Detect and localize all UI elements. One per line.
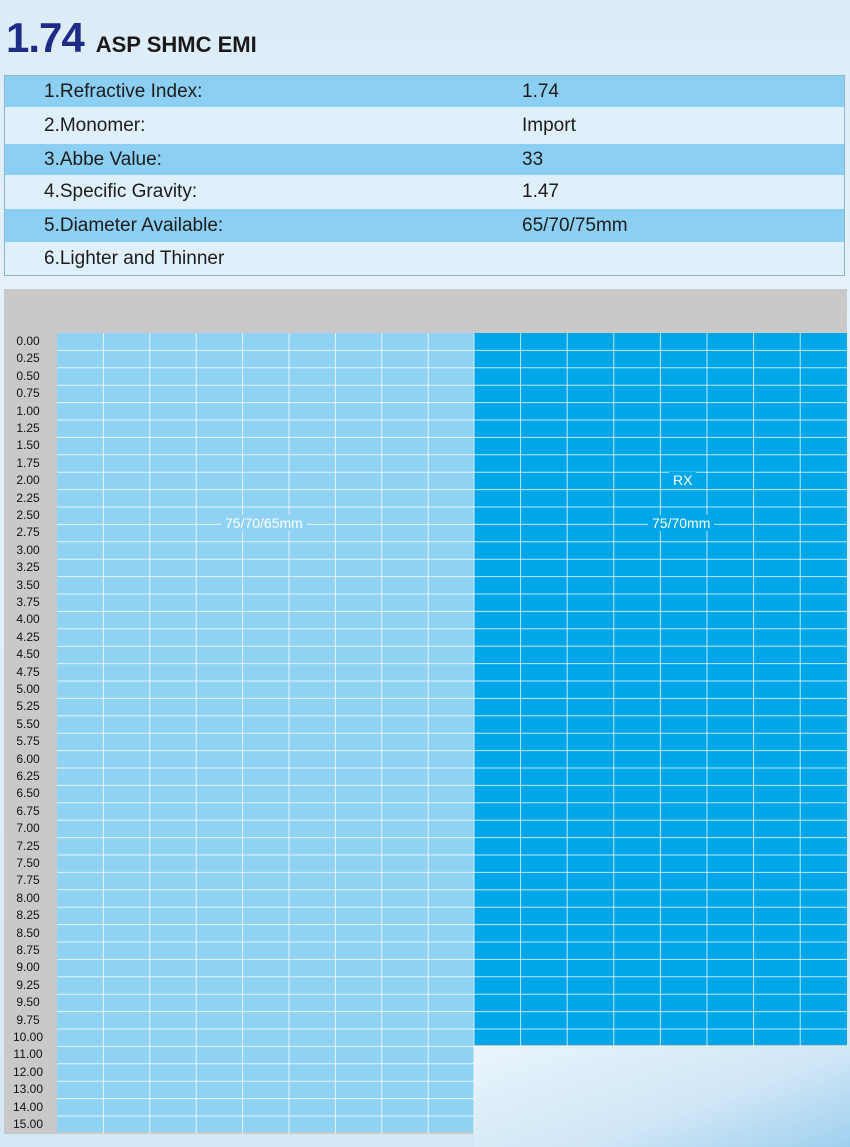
power-tick-label: 14.00	[12, 1099, 44, 1114]
product-name: ASP SHMC EMI	[95, 32, 257, 57]
power-tick-label: 5.50	[16, 716, 40, 731]
power-tick-label: 6.25	[16, 769, 40, 783]
spec-value: 65/70/75mm	[522, 214, 628, 236]
power-tick-label: 2.25	[16, 490, 40, 505]
power-tick-label: 4.25	[16, 629, 40, 644]
power-tick-label: 2.50	[16, 508, 40, 522]
power-tick-label: 3.25	[16, 560, 40, 575]
power-tick-label: 9.00	[16, 960, 40, 975]
power-tick-label: 2.00	[16, 473, 40, 488]
spec-key: 4.Specific Gravity:	[44, 181, 198, 202]
power-tick-label: 12.00	[12, 1064, 44, 1079]
power-tick-label: 4.75	[16, 664, 40, 679]
power-tick-label: 0.25	[16, 351, 40, 366]
power-tick-label: 2.75	[16, 525, 40, 540]
power-tick-label: 10.00	[12, 1030, 44, 1044]
power-tick-label: 7.50	[16, 856, 40, 870]
power-tick-label: 8.50	[16, 925, 40, 940]
power-tick-label: 6.75	[16, 803, 40, 818]
power-tick-label: 9.25	[16, 977, 40, 992]
power-tick-label: 3.00	[16, 542, 40, 557]
power-tick-label: 8.75	[16, 943, 40, 957]
rx-label: RX	[669, 472, 696, 488]
power-tick-label: 5.75	[16, 734, 40, 749]
power-tick-label: 1.75	[16, 455, 40, 470]
power-tick-label: 1.00	[16, 403, 40, 418]
spec-key: 6.Lighter and Thinner	[44, 248, 225, 269]
spec-key: 1.Refractive Index:	[44, 80, 203, 102]
spec-value: 33	[522, 148, 544, 170]
power-tick-label: 9.75	[16, 1012, 40, 1027]
power-tick-label: 13.00	[12, 1082, 44, 1097]
power-tick-label: 4.50	[16, 647, 40, 662]
stock-diameter-label: 75/70/65mm	[221, 515, 307, 531]
power-tick-label: 5.00	[16, 682, 40, 696]
spec-value: Import	[522, 114, 576, 136]
power-tick-label: 1.25	[16, 421, 40, 435]
power-tick-label: 8.00	[16, 890, 40, 905]
power-tick-label: 15.00	[12, 1117, 44, 1131]
power-tick-label: 0.75	[16, 386, 40, 401]
spec-value: 1.74	[522, 80, 559, 102]
rx-diameter-label: 75/70mm	[648, 515, 714, 531]
index-number: 1.74	[6, 14, 84, 61]
power-tick-label: 0.00	[16, 334, 40, 348]
power-tick-label: 7.75	[16, 873, 40, 888]
spec-key: 2.Monomer:	[44, 114, 146, 136]
power-tick-label: 9.50	[16, 995, 40, 1010]
power-tick-label: 4.00	[16, 612, 40, 627]
spec-value: 1.47	[522, 181, 559, 202]
power-tick-label: 3.50	[16, 577, 40, 592]
spec-key: 5.Diameter Available:	[44, 214, 224, 236]
power-tick-label: 1.50	[16, 438, 40, 453]
power-tick-label: 3.75	[16, 595, 40, 609]
power-tick-label: 6.50	[16, 786, 40, 801]
spec-key: 3.Abbe Value:	[44, 148, 162, 170]
power-tick-label: 7.00	[16, 821, 40, 836]
power-tick-label: 11.00	[13, 1047, 43, 1062]
power-tick-label: 6.00	[16, 751, 40, 766]
power-tick-label: 0.50	[16, 368, 40, 383]
power-tick-label: 8.25	[16, 908, 40, 923]
power-tick-label: 7.25	[16, 838, 40, 853]
power-tick-label: 5.25	[16, 699, 40, 714]
